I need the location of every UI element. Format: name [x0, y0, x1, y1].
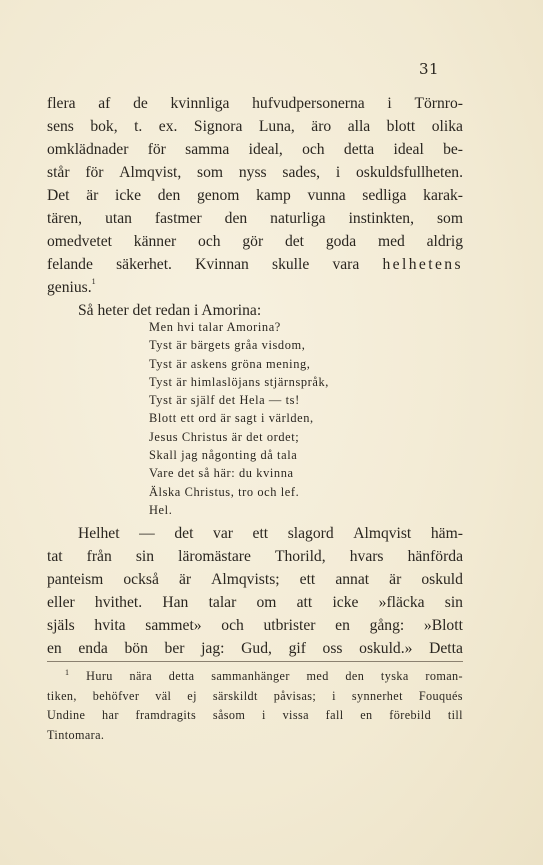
text-word: ex. — [158, 118, 178, 135]
text-word: i — [262, 708, 266, 722]
text-word: är — [178, 571, 192, 588]
text-word: säkerhet. — [116, 256, 172, 273]
text-word: själs — [47, 617, 75, 634]
text-word: gif — [288, 640, 306, 657]
text-word: panteism — [47, 571, 104, 588]
text-word: Undine — [47, 708, 86, 722]
text-word: påvisas; — [273, 688, 317, 703]
text-word: för — [147, 141, 166, 158]
text-word: oskuldsfullheten. — [356, 164, 463, 181]
text-word: den — [345, 669, 365, 683]
text-word: omklädnader — [47, 141, 129, 158]
text-word: Han — [162, 594, 189, 611]
text-word: utan — [105, 210, 132, 227]
text-word: också — [123, 571, 159, 588]
footnote-line — [47, 687, 463, 707]
text-word: till — [447, 708, 463, 722]
text-word: oss — [322, 640, 343, 657]
text-word: ett — [252, 525, 269, 542]
text-word: ej — [187, 688, 197, 703]
text-word: en — [47, 640, 62, 657]
text-word: oskuld — [421, 571, 463, 588]
poem-line: Älska Christus, tro och lef. — [149, 484, 300, 499]
text-word: Huru — [86, 669, 113, 683]
text-word: och — [198, 233, 221, 250]
text-word: sammanhänger — [211, 669, 290, 683]
text-word: synnerhet — [351, 688, 403, 703]
text-word: Fouqués — [418, 688, 463, 703]
text-word: känner — [133, 233, 177, 250]
text-word: ett — [299, 571, 316, 588]
poem-line: Blott ett ord är sagt i världen, — [149, 411, 314, 426]
text-word: naturliga — [270, 210, 326, 227]
text-word: var — [213, 525, 233, 542]
text-word: i — [332, 688, 336, 703]
text-word: icke — [115, 187, 142, 204]
text-word: vunna — [307, 187, 346, 204]
text-word: gör — [242, 233, 264, 250]
text-word: med — [306, 669, 329, 683]
text-word: fall — [325, 708, 344, 722]
text-word: t. — [134, 118, 143, 135]
text-word: skulle — [272, 256, 310, 273]
text-word: goda — [325, 233, 357, 250]
text-word: hvars — [349, 548, 384, 565]
text-word: det — [174, 525, 194, 542]
text-word: sades, — [282, 164, 321, 181]
text-word: hänförda — [407, 548, 463, 565]
text-word: enda — [78, 640, 108, 657]
poem-quote — [149, 318, 329, 519]
text-word: Almqvists; — [211, 571, 280, 588]
text-word: sin — [444, 594, 463, 611]
text-word: Almqvist — [353, 525, 412, 542]
text-word: be- — [443, 141, 463, 158]
text-word: — — [139, 525, 155, 542]
footnote-divider — [47, 661, 463, 662]
text-word: sens — [47, 118, 74, 135]
text-word: ideal, — [248, 141, 283, 158]
poem-line: Jesus Christus är det ordet; — [149, 429, 300, 444]
paragraph1-line — [47, 115, 463, 138]
text-word: gång: — [369, 617, 405, 634]
text-word: är — [86, 187, 99, 204]
footnote — [47, 667, 463, 745]
text-word: Helhet — [78, 525, 120, 542]
poem-line: Hel. — [149, 502, 173, 517]
text-word: alla — [347, 118, 371, 135]
text-word: för — [85, 164, 104, 181]
paragraph2-line — [47, 637, 463, 660]
footnote-line — [47, 706, 463, 726]
paragraph1-line — [47, 138, 463, 161]
text-word: sedliga — [362, 187, 407, 204]
paragraph-2 — [47, 522, 463, 660]
text-word: utbrister — [263, 617, 316, 634]
text-word: roman- — [425, 669, 463, 683]
poem-line: Tyst är själf det Hela — ts! — [149, 393, 300, 408]
text-word: tären, — [47, 210, 83, 227]
text-word: fastmer — [154, 210, 202, 227]
text-word: vara — [332, 256, 360, 273]
text-word: aldrig — [426, 233, 463, 250]
text-word: flera — [47, 95, 76, 112]
text-word: genius. — [47, 279, 92, 296]
paragraph2-line — [47, 591, 463, 614]
text-word: vissa — [282, 708, 309, 722]
text-word: med — [377, 233, 405, 250]
text-word: icke — [332, 594, 359, 611]
text-word: blott — [386, 118, 416, 135]
text-word: tyska — [380, 669, 409, 683]
text-word: tat — [47, 548, 63, 565]
poem-line: Skall jag någonting då tala — [149, 448, 298, 463]
paragraph1-line — [47, 161, 463, 184]
text-word: Almqvist, — [119, 164, 182, 181]
paragraph1-line — [47, 92, 463, 115]
text-word: den — [224, 210, 248, 227]
text-word: karak- — [423, 187, 463, 204]
text-word: en — [335, 617, 350, 634]
text-word: förebild — [389, 708, 432, 722]
text-word: Detta — [429, 640, 463, 657]
paragraph-1 — [47, 92, 463, 322]
text-word: nära — [129, 669, 153, 683]
paragraph1-line — [47, 184, 463, 207]
page-number: 31 — [419, 60, 440, 78]
text-word: helhetens — [382, 256, 463, 273]
text-word: slagord — [287, 525, 334, 542]
text-word: väl — [155, 688, 172, 703]
text-word: jag: — [201, 640, 225, 657]
text-word: har — [102, 708, 119, 722]
text-word: läromästare — [178, 548, 251, 565]
text-word: Signora — [193, 118, 243, 135]
paragraph1-line — [47, 230, 463, 253]
text-word: hufvudpersonerna — [252, 95, 365, 112]
intro-text: Så heter det redan i Amorina: — [78, 302, 262, 319]
text-word: kvinnliga — [170, 95, 230, 112]
paragraph2-line — [47, 545, 463, 568]
text-word: Gud, — [241, 640, 272, 657]
text-word: i — [335, 164, 341, 181]
text-word: är — [389, 571, 402, 588]
paragraph2-line — [47, 614, 463, 637]
text-word: Det — [47, 187, 70, 204]
text-word: Tintomara. — [47, 727, 105, 742]
text-word: behöfver — [92, 688, 140, 703]
footnote-line — [47, 667, 463, 687]
text-word: de — [133, 95, 148, 112]
text-word: bön — [124, 640, 148, 657]
text-word: framdragits — [135, 708, 197, 722]
text-word: samma — [185, 141, 230, 158]
paragraph1-line — [47, 207, 463, 230]
text-word: ber — [164, 640, 185, 657]
text-word: från — [86, 548, 112, 565]
text-word: genom — [196, 187, 240, 204]
poem-line: Men hvi talar Amorina? — [149, 320, 281, 334]
poem-line: Tyst är bärgets gråa visdom, — [149, 338, 306, 353]
text-word: särskildt — [212, 688, 258, 703]
text-word: Kvinnan — [195, 256, 249, 273]
footnote-number: 1 — [65, 668, 70, 677]
text-word: bok, — [90, 118, 118, 135]
text-word: af — [98, 95, 111, 112]
text-word: annat — [335, 571, 370, 588]
footnote-marker: 1 — [91, 277, 96, 286]
text-word: äro — [311, 118, 332, 135]
text-word: kamp — [256, 187, 291, 204]
text-word: Luna, — [258, 118, 295, 135]
text-word: som — [436, 210, 463, 227]
text-word: »Blott — [423, 617, 463, 634]
text-word: detta — [168, 669, 195, 683]
text-word: att — [296, 594, 313, 611]
text-word: ideal — [393, 141, 424, 158]
text-word: »fläcka — [378, 594, 425, 611]
text-word: och — [302, 141, 325, 158]
text-word: om — [256, 594, 277, 611]
text-word: detta — [343, 141, 375, 158]
text-word: oskuld.» — [359, 640, 413, 657]
text-word: omedvetet — [47, 233, 112, 250]
poem-line: Tyst är himlaslöjans stjärnspråk, — [149, 374, 329, 389]
text-word: hvithet. — [94, 594, 143, 611]
text-word: står — [47, 164, 70, 181]
paragraph2-line — [47, 568, 463, 591]
text-word: och — [221, 617, 244, 634]
text-word: den — [157, 187, 181, 204]
poem-line: Tyst är askens gröna mening, — [149, 356, 311, 371]
text-word: felande — [47, 256, 93, 273]
text-word: Törnro- — [414, 95, 463, 112]
paragraph2-line — [47, 522, 463, 545]
footnote-last-line — [47, 726, 463, 746]
poem-line: Vare det så här: du kvinna — [149, 466, 294, 481]
text-word: som — [197, 164, 224, 181]
text-word: nyss — [238, 164, 267, 181]
text-word: hvita — [94, 617, 126, 634]
text-word: såsom — [212, 708, 246, 722]
text-word: Thorild, — [274, 548, 326, 565]
text-word: instinkten, — [348, 210, 414, 227]
text-word: sin — [135, 548, 155, 565]
text-word: det — [284, 233, 305, 250]
text-word: sammet» — [145, 617, 202, 634]
text-word: häm- — [430, 525, 463, 542]
text-word: eller — [47, 594, 75, 611]
text-word: i — [387, 95, 392, 112]
text-word: talar — [208, 594, 237, 611]
text-word: olika — [431, 118, 463, 135]
paragraph1-line — [47, 253, 463, 276]
paragraph-1-last-line — [47, 276, 463, 299]
text-word: tiken, — [47, 688, 77, 703]
text-word: en — [360, 708, 373, 722]
